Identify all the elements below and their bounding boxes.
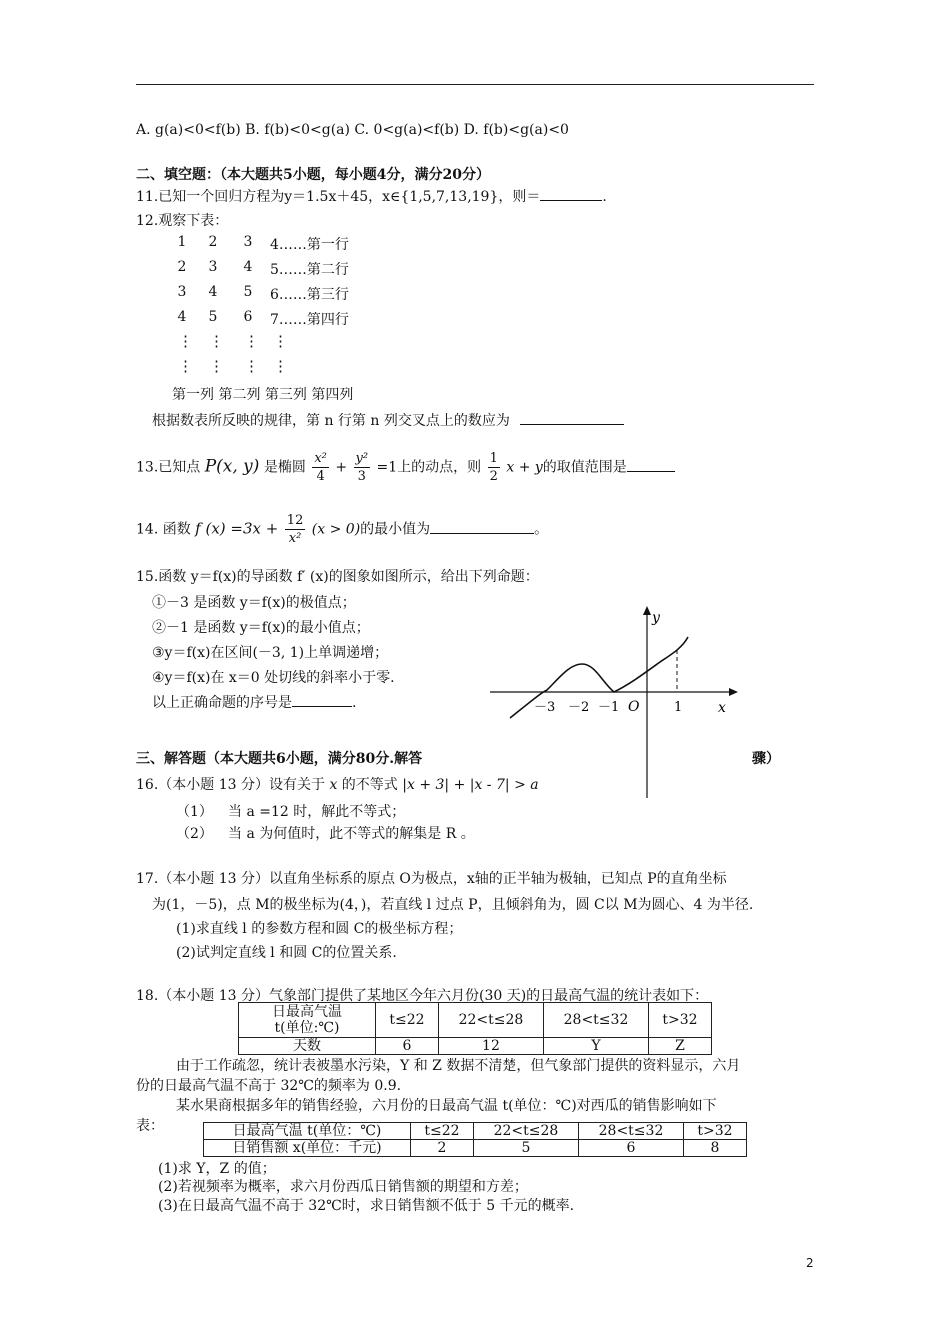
- page-number: 2: [806, 1256, 814, 1270]
- q15-ask-text: 以上正确命题的序号是: [152, 695, 292, 711]
- choices-line: A. g(a)<0<f(b) B. f(b)<0<g(a) C. 0<g(a)<f(b) D. f(b)<g(a)<0: [136, 122, 569, 138]
- fraction-denominator: 2: [489, 469, 498, 484]
- q12-cell: 6: [243, 309, 253, 325]
- q16-item-text: 当 a 为何值时，此不等式的解集是 R 。: [228, 826, 475, 842]
- sales-table: [203, 1122, 747, 1157]
- q14-condition: (x > 0): [311, 521, 361, 538]
- vertical-ellipsis-icon: ⋮: [273, 357, 288, 375]
- q12-cell: 4: [243, 259, 253, 275]
- q16-intro: 16.（本小题 13 分）设有关于: [136, 777, 325, 793]
- table-row: [204, 1140, 747, 1157]
- q12-column-labels: 第一列 第二列 第三列 第四列: [172, 387, 354, 403]
- section-2-title: 二、填空题：（本大题共5小题，每小题4分，满分20分）: [136, 167, 490, 183]
- q14-fraction: [285, 512, 306, 547]
- q12-row-label: 4……第一行: [270, 237, 349, 253]
- q18-subquestion: (1)求 Y，Z 的值；: [158, 1161, 276, 1177]
- table-cell: 6: [376, 1038, 439, 1055]
- q13-point: P(x, y): [204, 456, 260, 477]
- section-3-title-end: 骤）: [752, 751, 780, 767]
- vertical-ellipsis-icon: ⋮: [244, 357, 259, 375]
- q12-cell: 3: [208, 259, 218, 275]
- fraction-numerator: 12: [286, 513, 304, 528]
- q13-prefix: 13.已知点: [136, 459, 201, 476]
- q15-title: 15.函数 y＝f(x)的导函数 f′ (x)的图象如图所示，给出下列命题：: [136, 569, 539, 585]
- table-cell: 2: [411, 1140, 474, 1157]
- q12-row-label: 5……第二行: [270, 262, 349, 278]
- q16-item-num: （2）: [176, 826, 213, 842]
- q17-line: 为(1，－5)，点 M的极坐标为(4，)，若直线 l 过点 P，且倾斜角为，圆 C以 M为圆心、4 为半径.: [152, 897, 754, 913]
- q18-subquestion: (2)若视频率为概率，求六月份西瓜日销售额的期望和方差；: [158, 1179, 528, 1195]
- q15-item: ①－3 是函数 y＝f(x)的极值点；: [152, 595, 356, 611]
- fraction-numerator: y²: [355, 451, 369, 466]
- table-cell: t>32: [684, 1123, 747, 1140]
- q15-item: ④y＝f(x)在 x＝0 处切线的斜率小于零.: [152, 670, 395, 686]
- q14-end: 。: [534, 521, 549, 538]
- q18-intro: 18.（本小题 13 分）气象部门提供了某地区今年六月份(30 天)的日最高气温的统计表如下：: [136, 988, 709, 1004]
- vertical-ellipsis-icon: ⋮: [209, 357, 224, 375]
- q13-plus: +: [335, 459, 348, 476]
- tick-label: －3: [534, 700, 556, 715]
- table-cell: 6: [578, 1140, 683, 1157]
- fraction-denominator: 4: [316, 469, 325, 484]
- vertical-ellipsis-icon: ⋮: [273, 332, 288, 350]
- q12-cell: 5: [208, 309, 218, 325]
- table-cell: 28<t≤32: [543, 1003, 648, 1038]
- table-cell: 日最高气温 t(单位:℃): [239, 1003, 376, 1038]
- q18-paragraph: 某水果商根据多年的销售经验，六月份的日最高气温 t(单位：℃)对西瓜的销售影响如下: [176, 1098, 717, 1114]
- vertical-ellipsis-icon: ⋮: [244, 332, 259, 350]
- table-cell: 12: [438, 1038, 543, 1055]
- x-axis-arrow-icon: [729, 688, 738, 696]
- q13-is-on: 是椭圆: [263, 459, 306, 476]
- q15-ask-end: .: [352, 695, 357, 711]
- tick-label: －1: [598, 700, 620, 715]
- q12-cell: 2: [177, 259, 187, 275]
- q12-cell: 3: [243, 234, 253, 250]
- q14-function: f (x) =3x +: [195, 519, 279, 538]
- question-12-prompt: [152, 410, 624, 430]
- table-cell: 22<t≤28: [438, 1003, 543, 1038]
- q15-ask: [152, 692, 356, 712]
- question-14: [136, 512, 548, 547]
- q17-line: (1)求直线 l 的参数方程和圆 C的极坐标方程；: [176, 921, 463, 937]
- y-axis-arrow-icon: [643, 606, 651, 615]
- table-cell: 5: [473, 1140, 578, 1157]
- q15-answer-blank[interactable]: [292, 694, 352, 707]
- question-13: [136, 450, 675, 485]
- q16-mid: 的不等式: [341, 777, 398, 793]
- fraction-denominator: 3: [357, 469, 366, 484]
- q18-paragraph: 份的日最高气温不高于 32℃的频率为 0.9.: [136, 1078, 402, 1094]
- q12-cell: 3: [177, 284, 187, 300]
- q17-line: 17.（本小题 13 分）以直角坐标系的原点 O为极点，x轴的正半轴为极轴，已知点 P的直角坐标: [136, 871, 727, 887]
- section-3-title: 三、解答题（本大题共6小题，满分80分.解答: [136, 751, 423, 767]
- y-axis-label: y: [652, 610, 660, 626]
- header-rule: [136, 84, 814, 85]
- q13-answer-blank[interactable]: [627, 459, 675, 472]
- table-cell: 22<t≤28: [473, 1123, 578, 1140]
- fraction-numerator: 1: [489, 451, 498, 466]
- q12-cell: 1: [177, 234, 187, 250]
- q13-fraction-x: [312, 450, 329, 485]
- q11-text: 11.已知一个回归方程为y＝1.5x＋45，x∈{1,5,7,13,19}，则＝: [136, 189, 541, 205]
- table-cell: t≤22: [376, 1003, 439, 1038]
- q16-item-num: （1）: [176, 804, 213, 820]
- q18-paragraph: 由于工作疏忽，统计表被墨水污染，Y 和 Z 数据不清楚，但气象部门提供的资料显示，六月: [176, 1058, 741, 1074]
- q13-suffix: 的取值范围是: [542, 459, 627, 476]
- table-cell: Z: [649, 1038, 712, 1055]
- table-cell: t≤22: [411, 1123, 474, 1140]
- table-cell: 日销售额 x(单位：千元): [204, 1140, 411, 1157]
- q11-answer-blank[interactable]: [540, 188, 602, 201]
- question-16: [136, 774, 539, 794]
- question-11: [136, 186, 607, 206]
- fraction-numerator: x²: [314, 451, 327, 466]
- vertical-ellipsis-icon: ⋮: [209, 332, 224, 350]
- q13-fraction-y: [354, 450, 371, 485]
- q13-expr: x + y: [506, 459, 543, 476]
- q12-title: 12.观察下表：: [136, 213, 229, 229]
- table-cell: Y: [543, 1038, 648, 1055]
- vertical-ellipsis-icon: ⋮: [178, 357, 193, 375]
- q16-var: x: [329, 777, 338, 793]
- tick-label: 1: [674, 700, 683, 715]
- vertical-ellipsis-icon: ⋮: [178, 332, 193, 350]
- table-row: [239, 1038, 712, 1055]
- temperature-table: [238, 1002, 712, 1055]
- q15-item: ②－1 是函数 y＝f(x)的最小值点；: [152, 620, 370, 636]
- fraction-denominator: x²: [288, 531, 302, 546]
- q16-inequality: |x + 3| + |x - 7| > a: [402, 777, 539, 793]
- derivative-graph: [490, 602, 750, 798]
- q12-answer-blank[interactable]: [520, 412, 624, 425]
- table-cell: 28<t≤32: [578, 1123, 683, 1140]
- q14-prefix: 14. 函数: [136, 521, 191, 538]
- q12-cell: 4: [208, 284, 218, 300]
- table-row: [239, 1003, 712, 1038]
- q13-eq: =1上的动点，则: [376, 459, 482, 476]
- table-row: [204, 1123, 747, 1140]
- table-cell: 8: [684, 1140, 747, 1157]
- q12-row-label: 6……第三行: [270, 287, 349, 303]
- table-cell: t>32: [649, 1003, 712, 1038]
- q11-tail: .: [602, 189, 607, 205]
- q12-question: 根据数表所反映的规律，第 n 行第 n 列交叉点上的数应为: [152, 413, 510, 429]
- q17-line: (2)试判定直线 l 和圆 C的位置关系.: [176, 945, 397, 961]
- q18-subquestion: (3)在日最高气温不高于 32℃时，求日销售额不低于 5 千元的概率.: [158, 1198, 575, 1214]
- x-axis-label: x: [718, 700, 726, 716]
- origin-label: O: [628, 699, 640, 715]
- q16-item-text: 当 a =12 时，解此不等式；: [228, 804, 406, 820]
- q13-fraction-half: [488, 450, 500, 485]
- q12-cell: 4: [177, 309, 187, 325]
- q18-paragraph: 表：: [136, 1118, 164, 1134]
- q12-cell: 2: [208, 234, 218, 250]
- q14-answer-blank[interactable]: [430, 521, 534, 534]
- q12-row-label: 7……第四行: [270, 312, 349, 328]
- tick-label: －2: [568, 700, 590, 715]
- table-cell: 天数: [239, 1038, 376, 1055]
- q14-suffix: 的最小值为: [360, 521, 431, 538]
- q12-cell: 5: [243, 284, 253, 300]
- q15-item: ③y＝f(x)在区间(－3, 1)上单调递增；: [152, 645, 389, 661]
- table-cell: 日最高气温 t(单位：℃): [204, 1123, 411, 1140]
